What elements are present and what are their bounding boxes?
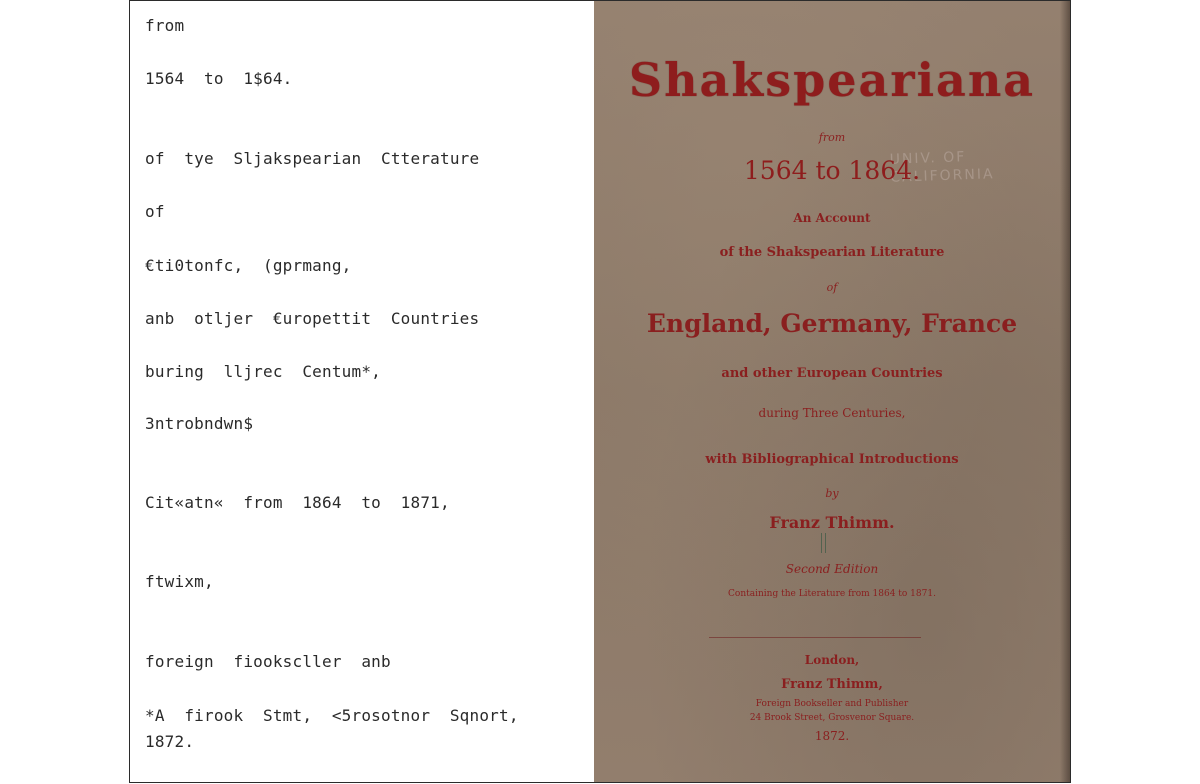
ocr-text-pane — [130, 1, 594, 782]
centuries-line: during Three Centuries, — [758, 406, 906, 420]
publisher-name: Franz Thimm, — [781, 677, 883, 692]
divider-rule — [709, 637, 921, 638]
ocr-line: Cit«atn« from 1864 to 1871, — [145, 493, 450, 512]
account-label: An Account — [793, 211, 871, 225]
ocr-line: of tye Sljakspearian Ctterature — [145, 149, 480, 168]
ocr-line: anb otljer €uropettit Countries — [145, 309, 480, 328]
stamp-line: CALIFORNIA — [890, 166, 995, 186]
by-label: by — [825, 487, 839, 500]
pencil-mark — [821, 533, 826, 553]
city-label: London, — [804, 653, 860, 667]
ocr-line: from — [145, 16, 185, 35]
containing-line: Containing the Literature from 1864 to 1871. — [728, 589, 936, 599]
publication-year: 1872. — [814, 729, 850, 743]
ocr-line: buring lljrec Centum*, — [145, 362, 381, 381]
countries-main: England, Germany, France — [646, 309, 1018, 338]
stamp-line: UNIV. OF — [889, 149, 967, 168]
publisher-address: 24 Brook Street, Grosvenor Square. — [749, 713, 915, 723]
ocr-line: 3ntrobndwn$ — [145, 414, 254, 433]
introductions-line: with Bibliographical Introductions — [705, 452, 959, 467]
from-label: from — [818, 131, 846, 144]
ocr-line: *A firook Stmt, <5rosotnor Sqnort, — [145, 706, 519, 725]
edition-label: Second Edition — [785, 562, 879, 576]
author-name: Franz Thimm. — [769, 513, 895, 532]
ocr-line: 1872. — [145, 732, 195, 751]
literature-line: of the Shakspearian Literature — [719, 245, 945, 260]
ocr-line: ftwixm, — [145, 572, 214, 591]
publisher-role: Foreign Bookseller and Publisher — [755, 699, 909, 709]
book-title: Shakspeariana — [628, 53, 1036, 107]
ocr-line: foreign fiookscller anb — [145, 652, 391, 671]
of-label: of — [826, 281, 838, 294]
ocr-line: of — [145, 202, 165, 221]
other-countries: and other European Countries — [721, 366, 943, 381]
ocr-line: €ti0tonfc, (gprmang, — [145, 256, 352, 275]
ocr-line: 1564 to 1$64. — [145, 69, 293, 88]
scanned-title-page — [594, 1, 1070, 782]
years-range: 1564 to 1864. — [743, 156, 921, 185]
